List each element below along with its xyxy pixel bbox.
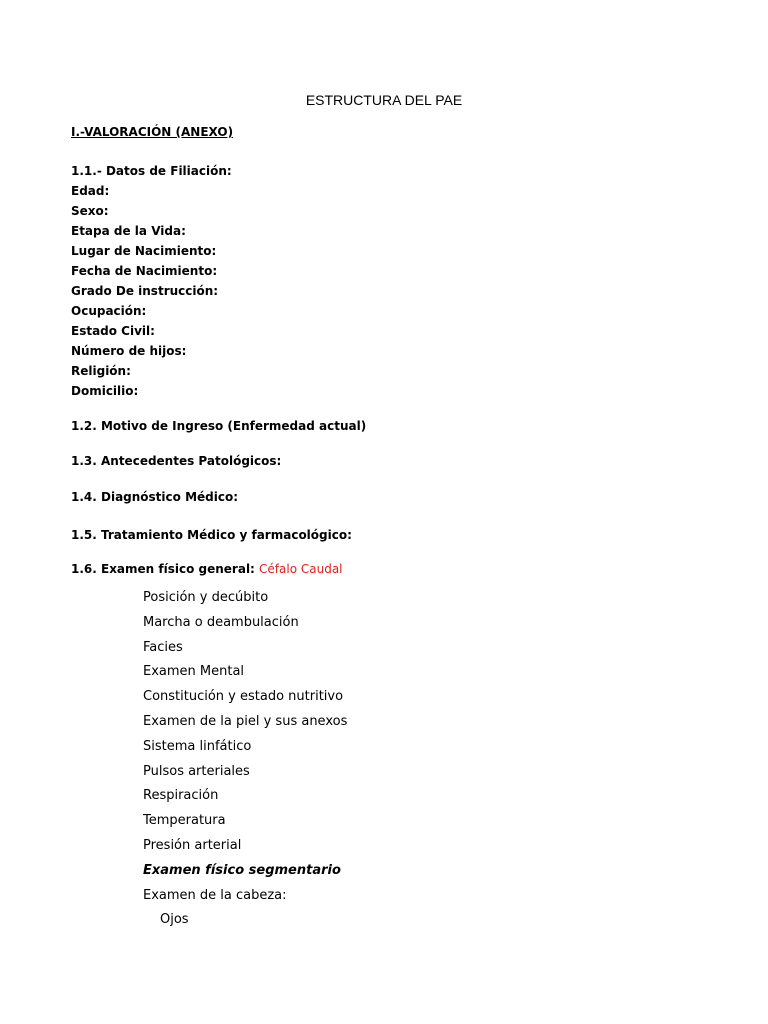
item-motivo-ingreso: 1.2. Motivo de Ingreso (Enfermedad actual): [71, 419, 367, 433]
exam-item: Presión arterial: [143, 837, 242, 853]
field-ocupacion: Ocupación:: [71, 304, 147, 318]
item-diagnostico: 1.4. Diagnóstico Médico:: [71, 490, 239, 504]
exam-item: Temperatura: [143, 813, 226, 829]
filiacion-heading: 1.1.- Datos de Filiación:: [71, 164, 232, 178]
filiacion-block: [71, 161, 232, 401]
segmentario-heading: Examen físico segmentario: [143, 862, 341, 878]
field-sexo: Sexo:: [71, 204, 109, 218]
exam-item: Sistema linfático: [143, 738, 252, 754]
field-edad: Edad:: [71, 184, 110, 198]
exam-item: Examen de la piel y sus anexos: [143, 713, 348, 729]
field-etapa-vida: Etapa de la Vida:: [71, 224, 186, 238]
section-heading: I.-VALORACIÓN (ANEXO): [71, 125, 234, 139]
cefalo-caudal-label: Céfalo Caudal: [259, 562, 343, 576]
examen-cabeza: Examen de la cabeza:: [143, 887, 287, 903]
exam-item: Posición y decúbito: [143, 590, 269, 605]
item-antecedentes: 1.3. Antecedentes Patológicos:: [71, 454, 282, 468]
examen-fisico-label: 1.6. Examen físico general:: [71, 562, 255, 576]
field-estado-civil: Estado Civil:: [71, 324, 155, 338]
exam-item: Constitución y estado nutritivo: [143, 689, 344, 705]
document-title: ESTRUCTURA DEL PAE: [305, 92, 463, 108]
exam-item: Pulsos arteriales: [143, 763, 250, 779]
exam-item: Facies: [143, 639, 183, 655]
exam-item: Examen Mental: [143, 664, 245, 680]
exam-item: Respiración: [143, 788, 219, 804]
field-lugar-nacimiento: Lugar de Nacimiento:: [71, 244, 217, 258]
item-tratamiento: 1.5. Tratamiento Médico y farmacológico:: [71, 528, 352, 542]
exam-item: Marcha o deambulación: [143, 614, 299, 630]
exam-list: [143, 586, 347, 933]
examen-ojos: Ojos: [160, 912, 189, 928]
item-examen-fisico: [71, 562, 343, 576]
field-fecha-nacimiento: Fecha de Nacimiento:: [71, 264, 218, 278]
field-grado-instruccion: Grado De instrucción:: [71, 284, 219, 298]
field-religion: Religión:: [71, 364, 131, 378]
field-domicilio: Domicilio:: [71, 384, 139, 398]
field-numero-hijos: Número de hijos:: [71, 344, 187, 358]
